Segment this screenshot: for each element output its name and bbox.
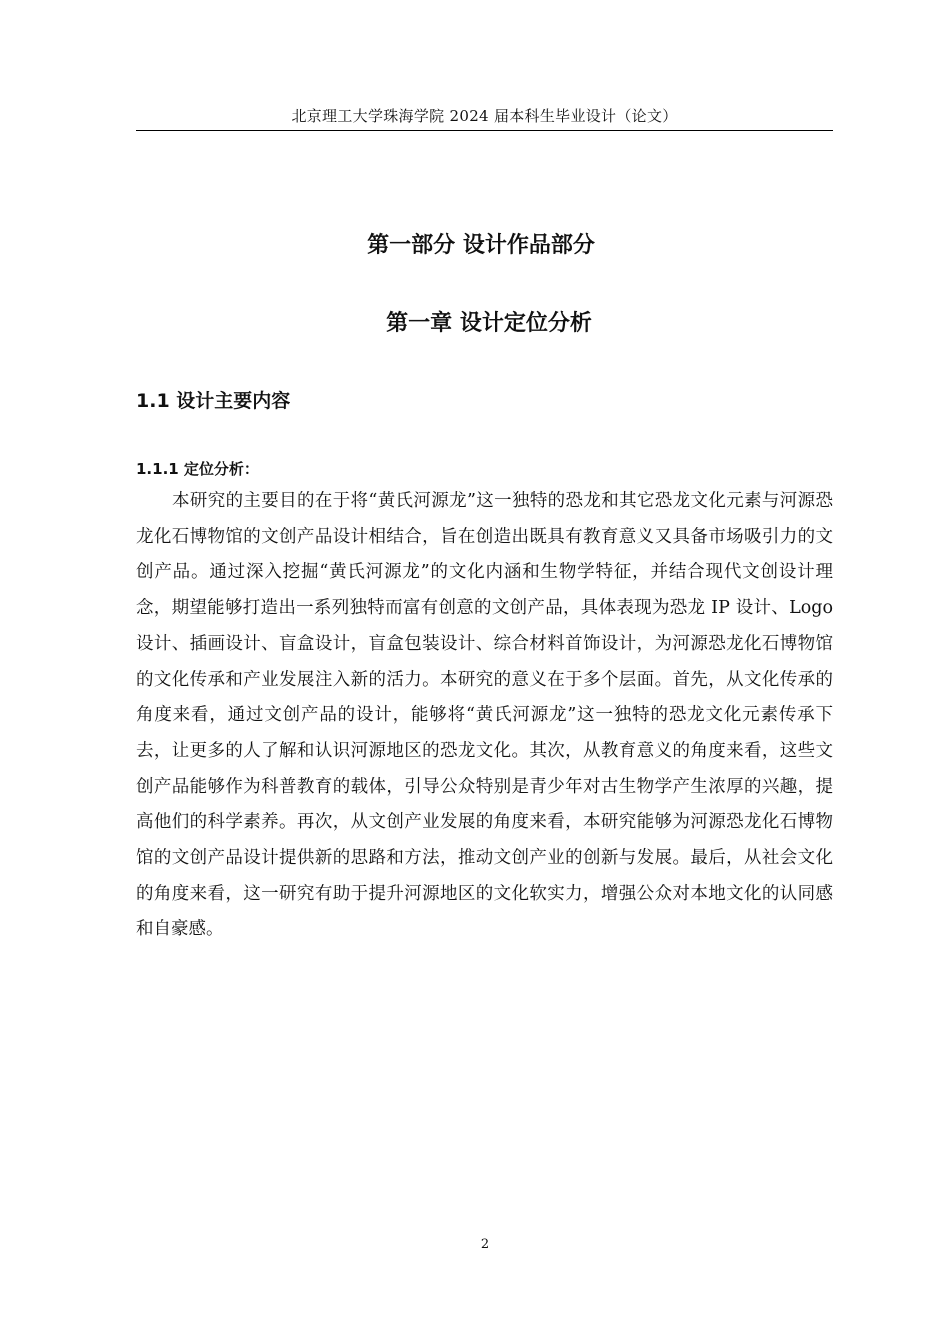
running-header: 北京理工大学珠海学院 2024 届本科生毕业设计（论文） [291, 107, 678, 125]
body-paragraph: 本研究的主要目的在于将“黄氏河源龙”这一独特的恐龙和其它恐龙文化元素与河源恐龙化石博物馆的文创产品设计相结合，旨在创造出既具有教育意义又具备市场吸引力的文创产品。通过深入挖掘“黄氏河源龙”的文化内涵和生物学特征，并结合现代文创设计理念，期望能够打造出一系列独特而富有创意的文创产品，具体表现为恐龙 IP 设计、Logo 设计、插画设计、盲盒设计，盲盒包装设计、综合材料首饰设计，为河源恐龙化石博物馆的文化传承和产业发展注入新的活力。本研究的意义在于多个层面。首先，从文化传承的角度来看，通过文创产品的设计，能够将“黄氏河源龙”这一独特的恐龙文化元素传承下去，让更多的人了解和认识河源地区的恐龙文化。其次，从教育意义的角度来看，这些文创产品能够作为科普教育的载体，引导公众特别是青少年对古生物学产生浓厚的兴趣，提高他们的科学素养。再次，从文创产业发展的角度来看，本研究能够为河源恐龙化石博物馆的文创产品设计提供新的思路和方法，推动文创产业的创新与发展。最后，从社会文化的角度来看，这一研究有助于提升河源地区的文化软实力，增强公众对本地文化的认同感和自豪感。 [136, 491, 833, 940]
part-title: 第一部分 设计作品部分 [367, 233, 595, 258]
section-heading: 1.1 设计主要内容 [136, 390, 291, 412]
chapter-title: 第一章 设计定位分析 [386, 311, 592, 336]
header-divider [136, 130, 833, 131]
subsection-heading: 1.1.1 定位分析： [136, 460, 259, 478]
page-number: 2 [480, 1237, 490, 1252]
